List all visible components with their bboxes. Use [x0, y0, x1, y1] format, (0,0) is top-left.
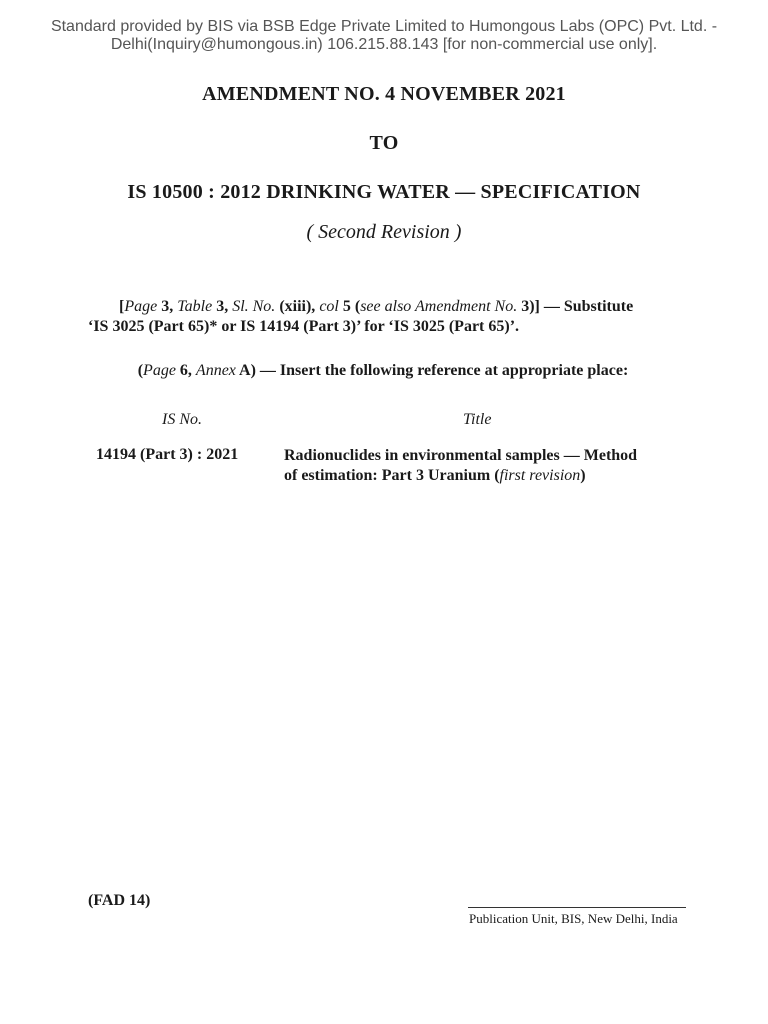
- reference-title: Radionuclides in environmental samples — Method of estimation: Part 3 Uranium (first revision): [284, 447, 638, 484]
- amendment-paragraph-1: [88, 297, 688, 337]
- standard-title: IS 10500 : 2012 DRINKING WATER — SPECIFICATION: [127, 181, 641, 203]
- watermark-line-2: Delhi(Inquiry@humongous.in) 106.215.88.143 [for non-commercial use only].: [110, 36, 658, 53]
- amendment-paragraph-2: (Page 6, Annex A) — Insert the following reference at appropriate place:: [137, 362, 629, 379]
- committee-code: (FAD 14): [88, 892, 151, 909]
- reference-is-number: 14194 (Part 3) : 2021: [96, 446, 239, 463]
- publisher-divider: [468, 907, 686, 908]
- amendment-title: AMENDMENT NO. 4 NOVEMBER 2021: [202, 83, 566, 105]
- to-heading: TO: [369, 132, 399, 154]
- column-header-is-no: IS No.: [162, 411, 202, 428]
- paragraph-1-line-2: ‘IS 3025 (Part 65)* or IS 14194 (Part 3)’ for ‘IS 3025 (Part 65)’.: [88, 318, 520, 335]
- publisher-line: Publication Unit, BIS, New Delhi, India: [469, 911, 678, 926]
- watermark-notice: [0, 18, 768, 54]
- paragraph-1-line-1: [Page 3, Table 3, Sl. No. (xiii), col 5 (see also Amendment No. 3)] — Substitute: [119, 298, 634, 315]
- watermark-line-1: Standard provided by BIS via BSB Edge Private Limited to Humongous Labs (OPC) Pvt. Ltd. -: [50, 18, 718, 35]
- column-header-title: Title: [463, 411, 492, 428]
- revision-subtitle: ( Second Revision ): [306, 221, 462, 243]
